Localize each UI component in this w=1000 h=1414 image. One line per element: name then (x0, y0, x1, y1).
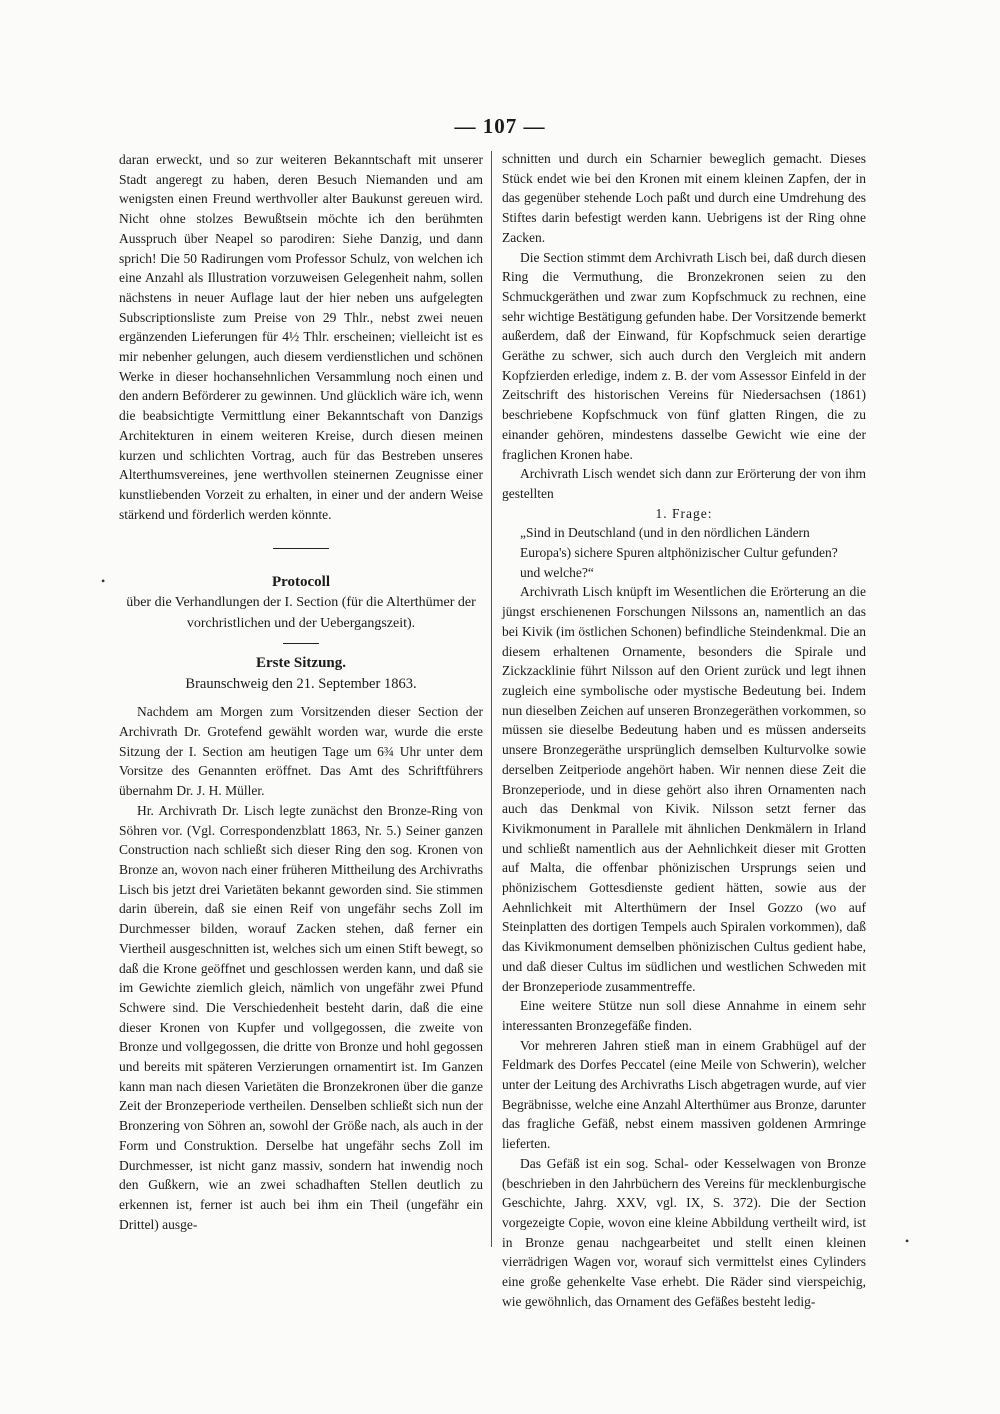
session-title: Erste Sitzung. (256, 655, 346, 672)
section-divider (273, 548, 329, 549)
protocol-subtitle: über die Verhandlungen der I. Section (für die Alterthümer der vorchristlichen und der Uebergangszeit). (126, 595, 476, 632)
right-paragraph-1: schnitten und durch ein Scharnier beweglich gemacht. Dieses Stück endet wie bei den Kronen mit einem kleinen Zapfen, der in das gegenüber stehende Loch paßt und durch eine Umdrehung des Stiftes darin befestigt werden kann. Uebrigens ist der Ring ohne Zacken. (502, 151, 866, 245)
protocol-title: Protocoll (271, 574, 331, 591)
right-paragraph-2: Die Section stimmt dem Archivrath Lisch bei, daß durch diesen Ring die Vermuthung, die Bronzekronen seien zu den Schmuckgeräthen und zwar zum Kopfschmuck zu rechnen, eine sehr wichtige Bestätigung gefunden habe. Der Vorsitzende bemerkt außerdem, daß der Einwand, für Kopfschmuck seien derartige Geräthe zu schwer, sich auch durch den Vergleich mit andern Kopfzierden erledige, indem z. B. der vom Assessor Einfeld in der Zeitschrift des historischen Vereins für Niedersachsen (1861) beschriebene Kopfschmuck von fünf glatten Ringen, die zu einander gehören, mindestens dasselbe Gewicht wie eine der fraglichen Kronen habe. (502, 249, 866, 462)
question-quote: „Sind in Deutschland (und in den nördlichen Ländern Europa's) sichere Spuren altphönizischer Cultur gefunden? und welche?“ (520, 525, 838, 580)
left-paragraph-1: daran erweckt, und so zur weiteren Bekanntschaft mit unserer Stadt angeregt zu haben, deren Besuch Niemanden und am wenigsten einen Freund werthvoller alter Baukunst gereuen wird. Nicht ohne stolzes Bewußtsein möchte ich den berühmten Ausspruch über Neapel so parodiren: Siehe Danzig, und dann sprich! Die 50 Radirungen vom Professor Schulz, von welchen ich eine Anzahl als Illustration vorzuweisen Gelegenheit nahm, sollen nächstens in neuer Auflage laut der hier neben uns aufgelegten Subscriptionsliste zum Preise von 29 Thlr., nebst zwei neuen ergänzenden Lieferungen für 4½ Thlr. erscheinen; vielleicht ist es mir nebenher gelungen, auch diesem verdienstlichen und schönen Werke in dieser hochansehnlichen Versammlung noch einen und den andern Beförderer zu gewinnen. Und glücklich wäre ich, wenn die beabsichtigte Vermittlung einer Bekanntschaft von Danzigs Architekturen in einem weiteren Kreise, durch diesen meinen kurzen und schlichten Vortrag, auch für das Bestreben unseres Alterthumsvereines, jene werthvollen steinernen Zeugnisse einer kunstliebenden Vorzeit zu erhalten, in einer und der andern Weise stärkend und förderlich werden könnte. (119, 152, 483, 522)
right-paragraph-6: Vor mehreren Jahren stieß man in einem Grabhügel auf der Feldmark des Dorfes Peccatel (eine Meile von Schwerin), welcher unter der Leitung des Archivraths Lisch abgetragen wurde, auf vier Begräbnisse, welche eine Anzahl Alterthümer aus Bronze, darunter das fragliche Gefäß, nebst einem massiven goldenen Armringe lieferten. (502, 1037, 866, 1152)
page-number: — 107 — (454, 114, 546, 138)
heading-divider (283, 643, 319, 644)
left-paragraph-2: Nachdem am Morgen zum Vorsitzenden dieser Section der Archivrath Dr. Grotefend gewählt worden war, wurde die erste Sitzung der I. Section am heutigen Tage um 6¾ Uhr unter dem Vorsitze des Genannten eröffnet. Das Amt des Schriftführers übernahm Dr. J. H. Müller. (119, 704, 483, 799)
left-paragraph-3: Hr. Archivrath Dr. Lisch legte zunächst den Bronze-Ring von Söhren vor. (Vgl. Correspondenzblatt 1863, Nr. 5.) Seiner ganzen Construction nach schließt sich dieser Ring den sog. Kronen von Bronze an, wovon nach einer früheren Mittheilung des Archivraths Lisch bis jetzt drei Varietäten bekannt geworden sind. Sie stimmen darin überein, daß sie einen Reif von ungefähr sechs Zoll im Durchmesser bilden, worauf Zacken stehen, daß ferner ein Viertheil ausgeschnitten ist, welches sich um einen Stift bewegt, so daß die Krone geöffnet und geschlossen werden kann, und daß sie im Gewichte ziemlich gleich, nämlich von ungefähr zwei Pfund Schwere sind. Die Verschiedenheit besteht darin, daß die eine dieser Kronen von Kupfer und vollgegossen, die zweite von Bronze und vollgegossen, die dritte von Bronze und hohl gegossen und bereits mit späteren Verzierungen ornamentirt ist. Im Ganzen kann man nach diesen Varietäten die Bronzekronen über die ganze Zeit der Bronzeperiode vertheilen. Denselben schließt sich nun der Bronzering von Söhren an, sowohl der Größe nach, als auch in der Form und Construktion. Derselbe hat ungefähr sechs Zoll im Durchmesser, ist nicht ganz massiv, sondern hat inwendig noch den Gußkern, wie an zwei schadhaften Stellen deutlich zu erkennen ist, ferner ist auch bei ihm ein Theil (ungefähr ein Drittel) ausge- (119, 802, 483, 1232)
margin-mark-right: • (905, 1234, 910, 1248)
right-paragraph-4: Archivrath Lisch knüpft im Wesentlichen die Erörterung an die jüngst erschienenen Forschungen Nilssons an, namentlich an das bei Kivik (im östlichen Schonen) befindliche Steindenkmal. Die an diesem erhaltenen Ornamente, besonders die Spirale und Zickzacklinie führt Nilsson auf den Orient zurück und legt ihnen zugleich eine symbolische oder mystische Bedeutung bei. Indem nun dieselben Zeichen auf unseren Bronzegeräthen vorkommen, so müssen sie dieselbe Bedeutung haben und es müssen anderseits unsere Bronzegeräthe ursprünglich demselben Kulturvolke sowie derselben Zeitperiode angehört haben. Wir nennen diese Zeit die Bronzeperiode, und in diese gehört also ihren Ornamenten nach auch das Denkmal von Kivik. Nilsson setzt ferner das Kivikmonument in Parallele mit ähnlichen Denkmälern in Irland und schließt namentlich aus der Aehnlichkeit dieser mit Grotten auf Malta, die offenbar phönizischen Ursprungs seien und phönizischem Gottesdienste gedient hätten, sowie aus der Aehnlichkeit mit Alterthümern der Insel Gozzo (wo auf Steinplatten des dortigen Tempels auch Spiralen vorkommen), daß das Kivikmonument demselben phönizischen Cultus gedient habe, und daß dieser Cultus im südlichen und westlichen Schweden mit der Bronzeperiode zusammentreffe. (502, 584, 866, 994)
margin-mark-left: • (101, 574, 106, 588)
right-column (502, 149, 866, 1311)
session-date: Braunschweig den 21. September 1863. (185, 676, 417, 693)
left-column (119, 150, 483, 1234)
right-paragraph-7: Das Gefäß ist ein sog. Schal- oder Kesselwagen von Bronze (beschrieben in den Jahrbüchern des Vereins für mecklenburgische Geschichte, Jahrg. XXV, vgl. IX, S. 372). Die der Section vorgezeigte Copie, wovon eine kleine Abbildung vertheilt wird, ist in Bronze genau nachgearbeitet und stellt einen kleinen vierrädrigen Wagen vor, worauf sich vermittelst eines Cylinders eine große gehenkelte Vase erhebt. Die Räder sind vierspeichig, wie gewöhnlich, das Ornament des Gefäßes besteht ledig- (502, 1155, 866, 1309)
right-paragraph-5: Eine weitere Stütze nun soll diese Annahme in einem sehr interessanten Bronzegefäße finden. (502, 998, 866, 1033)
right-paragraph-3: Archivrath Lisch wendet sich dann zur Erörterung der von ihm gestellten (502, 466, 866, 501)
column-divider (491, 151, 492, 1247)
question-title: 1. Frage: (655, 505, 713, 521)
